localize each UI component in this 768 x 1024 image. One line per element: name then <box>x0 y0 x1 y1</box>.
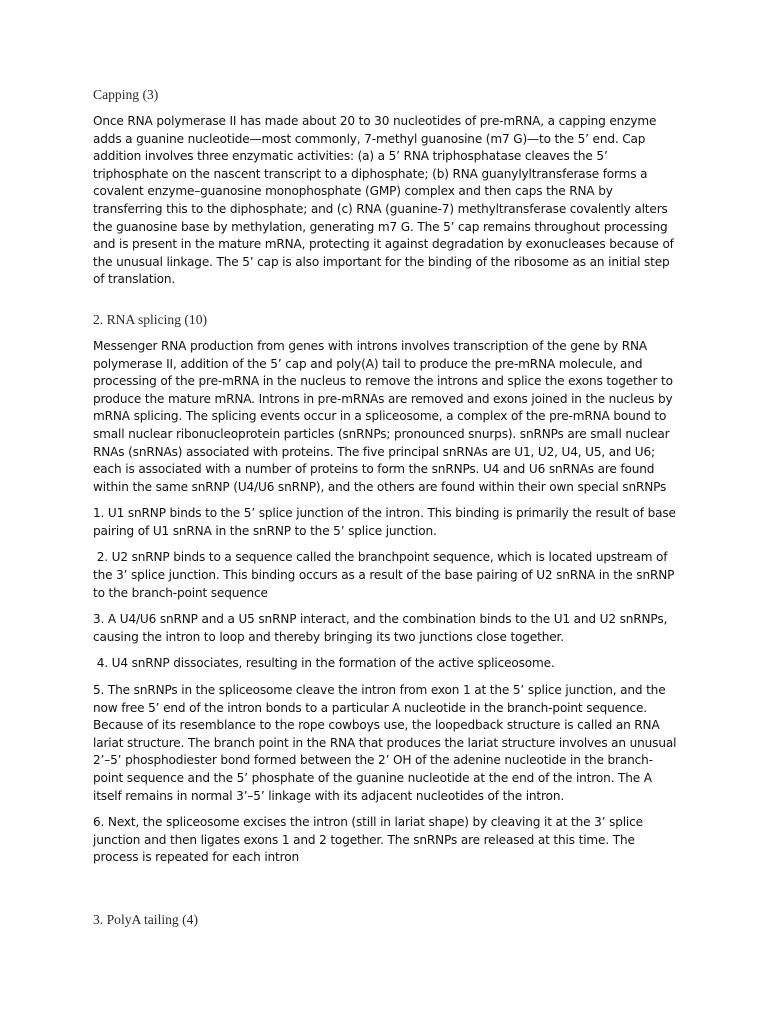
paragraph-rna-splicing: Messenger RNA production from genes with introns involves transcription of the gene by RNA polymerase II, addition of the 5’ cap and poly(A) tail to produce the pre-mRNA molecule, and processing of the pre-mRNA in the nucleus to remove the introns and splice the exons together to produce the mature mRNA. Introns in pre-mRNAs are removed and exons joined in the nucleus by mRNA splicing. The splicing events occur in a spliceosome, a complex of the pre-mRNA bound to small nuclear ribonucleoprotein particles (snRNPs; pronounced snurps). snRNPs are small nuclear RNAs (snRNAs) associated with proteins. The five principal snRNAs are U1, U2, U4, U5, and U6; each is associated with a number of proteins to form the snRNPs. U4 and U6 snRNAs are found within the same snRNP (U4/U6 snRNP), and the others are found within their own special snRNPs <box>93 338 673 494</box>
splicing-step-2: 2. U2 snRNP binds to a sequence called the branchpoint sequence, which is located upstream of the 3’ splice junction. This binding occurs as a result of the base pairing of U2 snRNA in the snRNP to the branch-point sequence <box>93 550 678 600</box>
paragraph-capping: Once RNA polymerase II has made about 20 to 30 nucleotides of pre-mRNA, a capping enzyme adds a guanine nucleotide—most commonly, 7-methyl guanosine (m7 G)—to the 5’ end. Cap addition involves three enzymatic activities: (a) a 5’ RNA triphosphatase cleaves the 5’ triphosphate on the nascent transcript to a diphosphate; (b) RNA guanylyltransferase forms a covalent enzyme–guanosine monophosphate (GMP) complex and then caps the RNA by transferring this to the diphosphate; and (c) RNA (guanine-7) methyltransferase covalently alters the guanosine base by methylation, generating m7 G. The 5’ cap remains throughout processing and is present in the mature mRNA, protecting it against degradation by exonucleases because of the unusual linkage. The 5’ cap is also important for the binding of the ribosome as an initial step of translation. <box>93 114 674 287</box>
splicing-step-6: 6. Next, the spliceosome excises the intron (still in lariat shape) by cleaving it at the 3’ splice junction and then ligates exons 1 and 2 together. The snRNPs are released at this time. The process is repeated for each intron <box>93 815 647 865</box>
splicing-step-3: 3. A U4/U6 snRNP and a U5 snRNP interact, and the combination binds to the U1 and U2 snRNPs, causing the intron to loop and thereby bringing its two junctions close together. <box>93 612 671 644</box>
section-heading-polya-tailing: 3. PolyA tailing (4) <box>93 911 198 927</box>
splicing-step-5: 5. The snRNPs in the spliceosome cleave the intron from exon 1 at the 5’ splice junction, and the now free 5’ end of the intron bonds to a particular A nucleotide in the branch-point sequence. Because of its resemblance to the rope cowboys use, the loopedback structure is called an RNA lariat structure. The branch point in the RNA that produces the lariat structure involves an unusual 2’–5’ phosphodiester bond formed between the 2’ OH of the adenine nucleotide in the branch-point sequence and the 5’ phosphate of the guanine nucleotide at the end of the intron. The A itself remains in normal 3’–5’ linkage with its adjacent nucleotides of the intron. <box>93 683 681 803</box>
splicing-step-4: 4. U4 snRNP dissociates, resulting in the formation of the active spliceosome. <box>93 656 555 671</box>
section-heading-capping: Capping (3) <box>93 87 159 102</box>
section-heading-rna-splicing: 2. RNA splicing (10) <box>93 311 208 327</box>
document-page <box>93 86 681 929</box>
splicing-step-1: 1. U1 snRNP binds to the 5’ splice junction of the intron. This binding is primarily the result of base pairing of U1 snRNA in the snRNP to the 5’ splice junction. <box>93 506 680 538</box>
